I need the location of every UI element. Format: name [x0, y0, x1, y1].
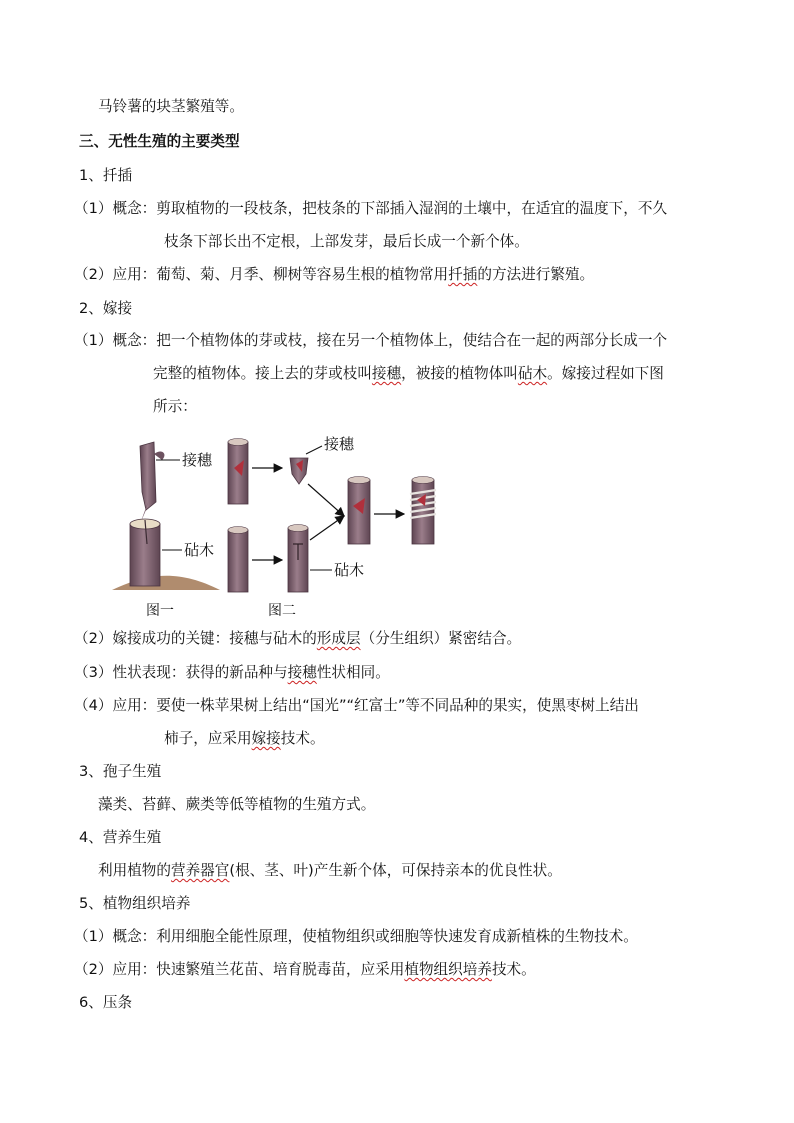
- text-segment: 的方法进行繁殖。: [477, 266, 595, 283]
- cutting-application: [74, 265, 594, 285]
- bud-shield: [290, 458, 308, 484]
- grafting-diagram: [110, 432, 450, 622]
- underlined-term: 砧木: [517, 365, 548, 382]
- heading-spore: 3、孢子生殖: [79, 763, 162, 780]
- text-segment: （2）应用：快速繁殖兰花苗、培育脱毒苗，应采用: [74, 961, 405, 978]
- grafting-traits: [74, 663, 390, 683]
- underlined-term: 植物组织培养: [404, 961, 492, 978]
- text-segment: 。嫁接过程如下图: [547, 365, 664, 382]
- arrow: [308, 484, 344, 516]
- stock-with-t-cut: [288, 525, 308, 593]
- underlined-term: 接穗: [371, 365, 402, 382]
- label-stock-1: 砧木: [184, 541, 215, 559]
- underlined-term: 营养器官: [170, 862, 230, 879]
- text-segment: ，被接的植物体叫: [401, 365, 518, 382]
- heading-vegetative: 4、营养生殖: [79, 829, 162, 846]
- grafted-stock: [348, 477, 370, 545]
- source-branch: [228, 439, 248, 505]
- text-segment: 技术。: [491, 961, 536, 978]
- heading-grafting: 2、嫁接: [79, 300, 133, 317]
- text-segment: 柿子，应采用: [164, 730, 252, 747]
- arrow: [310, 516, 344, 540]
- text-segment: （2）应用：葡萄、菊、月季、柳树等容易生根的植物常用: [74, 266, 449, 283]
- text-segment: 完整的植物体。接上去的芽或枝叫: [153, 365, 372, 382]
- label-scion-1: 接穗: [182, 451, 213, 469]
- grafting-concept-line2: [153, 364, 664, 384]
- text-segment: （2）嫁接成功的关键：接穗与砧木的: [74, 630, 317, 647]
- caption-fig2: 图二: [268, 603, 296, 619]
- line-tuber: 马铃薯的块茎繁殖等。: [98, 98, 244, 115]
- grafting-concept-line1: （1）概念：把一个植物体的芽或枝，接在另一个植物体上，使结合在一起的两部分长成一个: [74, 332, 668, 349]
- text-segment: 性状相同。: [316, 664, 390, 681]
- text-segment: （分生组织）紧密结合。: [360, 630, 522, 647]
- caption-fig1: 图一: [146, 603, 174, 619]
- underlined-term: 形成层: [316, 630, 361, 647]
- underlined-term: 接穗: [287, 664, 317, 681]
- grafting-application-line1: （4）应用：要使一株苹果树上结出“国光”“红富士”等不同品种的果实，使黑枣树上结出: [74, 697, 639, 714]
- grafting-concept-line3: 所示：: [153, 398, 197, 415]
- cutting-concept-line2: 枝条下部长出不定根，上部发芽，最后长成一个新个体。: [164, 233, 529, 250]
- cutting-concept-line1: （1）概念：剪取植物的一段枝条，把枝条的下部插入湿润的土壤中，在适宜的温度下，不久: [74, 200, 668, 217]
- stock-trunk-fig1: [130, 519, 160, 586]
- text-segment: （3）性状表现：获得的新品种与: [74, 664, 288, 681]
- underlined-term: 嫁接: [251, 730, 281, 747]
- stock-branch: [228, 527, 248, 593]
- text-segment: 技术。: [280, 730, 325, 747]
- underlined-term: 扦插: [448, 266, 478, 283]
- grafting-application-line2: [164, 729, 325, 749]
- heading-tissue-culture: 5、植物组织培养: [79, 895, 191, 912]
- bound-graft: [410, 477, 436, 545]
- label-stock-2: 砧木: [334, 561, 365, 579]
- scion-twig-fig1: [140, 442, 164, 524]
- spore-text: 藻类、苔藓、蕨类等低等植物的生殖方式。: [98, 796, 376, 813]
- text-segment: (根、茎、叶)产生新个体，可保持亲本的优良性状。: [229, 862, 562, 879]
- label-scion-2: 接穗: [324, 435, 355, 453]
- grafting-diagram-svg: [110, 432, 450, 622]
- section-heading: 三、无性生殖的主要类型: [79, 133, 240, 150]
- tissue-application: [74, 960, 536, 980]
- leader-line: [306, 446, 322, 454]
- grafting-key: [74, 629, 521, 649]
- vegetative-text: [98, 861, 562, 881]
- heading-layering: 6、压条: [79, 994, 133, 1011]
- soil-mound: [112, 576, 220, 590]
- heading-cutting: 1、扦插: [79, 167, 133, 184]
- text-segment: 利用植物的: [98, 862, 171, 879]
- tissue-concept: （1）概念：利用细胞全能性原理，使植物组织或细胞等快速发育成新植株的生物技术。: [74, 928, 638, 945]
